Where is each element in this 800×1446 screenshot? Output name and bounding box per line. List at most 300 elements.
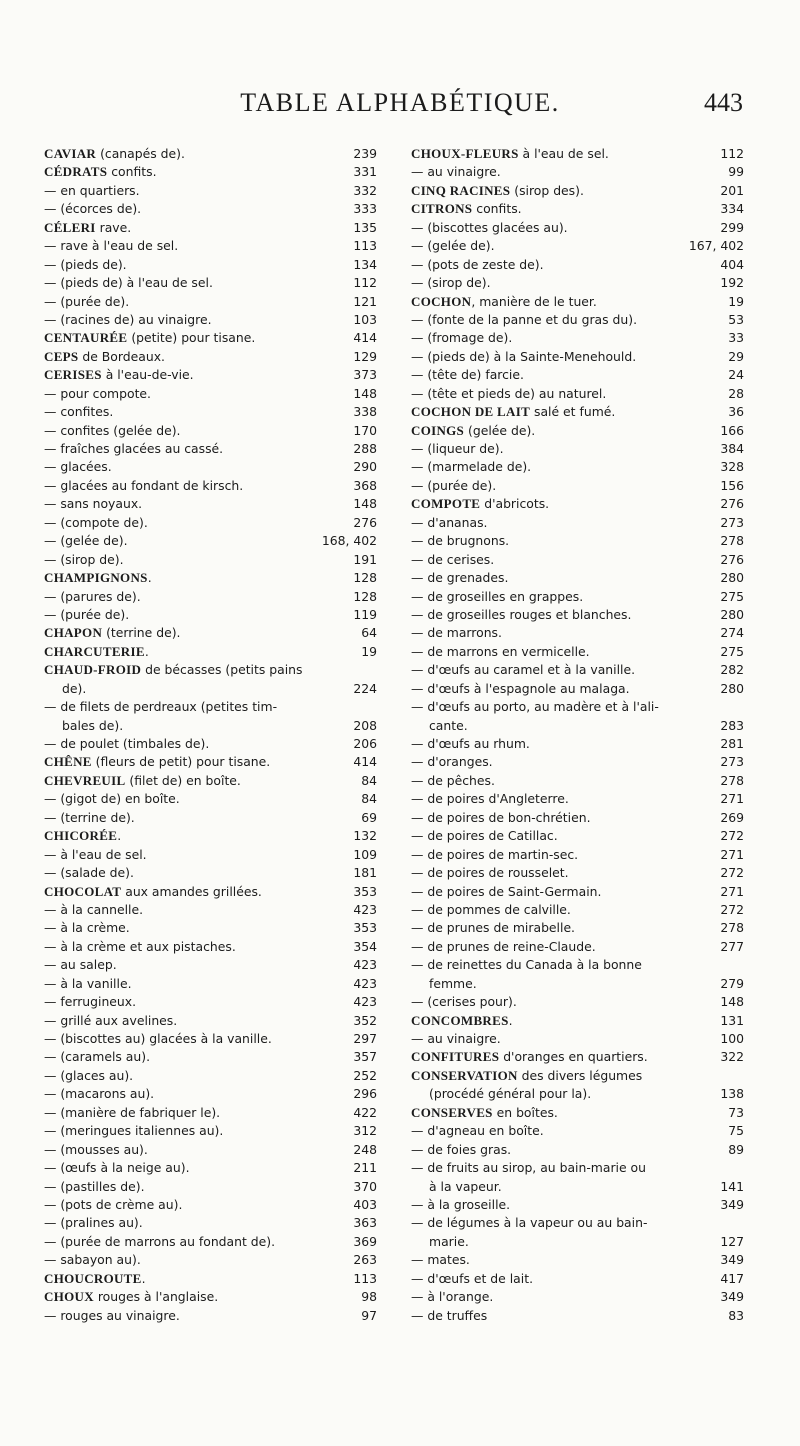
entry-page-number: 148	[353, 385, 377, 401]
entry-text: — à la groseille.	[411, 1196, 511, 1212]
index-entry	[411, 680, 744, 698]
index-entry	[411, 1251, 744, 1269]
entry-text: — (sirop de).	[411, 275, 491, 291]
entry-page-number: 211	[353, 1160, 377, 1176]
entry-page-number: 312	[353, 1123, 377, 1139]
index-entry	[411, 809, 744, 827]
entry-page-number: 252	[353, 1067, 377, 1083]
entry-text: — de poires de bon-chrétien.	[411, 809, 591, 825]
index-entry	[411, 145, 744, 163]
entry-page-number: 290	[353, 459, 377, 475]
index-entry	[44, 846, 377, 864]
entry-text: salé et fumé.	[530, 404, 616, 420]
index-entry	[44, 827, 377, 845]
entry-page-number: 297	[353, 1031, 377, 1046]
entry-text: — de poires de Catillac.	[411, 828, 558, 844]
entry-page-number: 423	[353, 994, 377, 1010]
index-entry	[411, 1030, 744, 1048]
entry-text: — (pieds de).	[44, 256, 127, 272]
index-entry	[411, 864, 744, 882]
entry-page-number	[738, 1214, 744, 1232]
entry-page-number: 89	[728, 1141, 744, 1157]
entry-text: — (pieds de) à la Sainte-Menehould.	[411, 348, 637, 364]
entry-text: de Bordeaux.	[78, 348, 165, 364]
entry-heading: CHICORÉE	[44, 828, 118, 844]
index-entry	[411, 348, 744, 366]
index-entry	[44, 145, 377, 163]
index-entry	[411, 1159, 744, 1177]
entry-text: — au salep.	[44, 957, 117, 973]
entry-heading: CENTAURÉE	[44, 330, 128, 346]
entry-text: — (pieds de) à l'eau de sel.	[44, 275, 213, 291]
entry-page-number: 280	[720, 606, 744, 622]
entry-text: — d'ananas.	[411, 514, 488, 530]
entry-text: — de prunes de reine-Claude.	[411, 938, 596, 954]
entry-text: — de pêches.	[411, 772, 495, 788]
index-entry	[411, 846, 744, 864]
index-entry	[44, 532, 377, 550]
index-entry	[44, 1085, 377, 1103]
entry-text: — ferrugineux.	[44, 994, 137, 1010]
entry-text: à l'eau-de-vie.	[101, 367, 194, 383]
entry-text: d'abricots.	[480, 496, 550, 512]
entry-page-number: 274	[720, 625, 744, 641]
index-entry	[411, 237, 744, 255]
entry-text: — de poires d'Angleterre.	[411, 791, 569, 807]
entry-text: — à la vanille.	[44, 975, 132, 991]
entry-page-number: 271	[720, 791, 744, 807]
index-entry	[411, 200, 744, 218]
entry-text: — confites.	[44, 404, 114, 420]
index-entry	[411, 1178, 744, 1196]
entry-page-number: 369	[353, 1233, 377, 1249]
entry-text: cante.	[429, 717, 468, 733]
index-entry	[44, 1122, 377, 1140]
entry-heading: COMPOTE	[411, 496, 481, 512]
index-entry	[411, 1288, 744, 1306]
index-entry	[411, 1233, 744, 1251]
index-entry	[44, 809, 377, 827]
entry-heading: CERISES	[44, 367, 102, 383]
index-entry	[411, 532, 744, 550]
entry-heading: CINQ RACINES	[411, 182, 511, 198]
index-entry	[44, 1141, 377, 1159]
entry-page-number: 373	[353, 367, 377, 383]
entry-text: — glacées.	[44, 459, 112, 475]
entry-text: en boîtes.	[492, 1104, 558, 1120]
entry-page-number: 132	[353, 828, 377, 844]
entry-page-number: 141	[720, 1178, 744, 1194]
index-entry	[44, 200, 377, 218]
index-entry	[411, 698, 744, 716]
index-entry	[411, 1085, 744, 1103]
index-entry	[411, 624, 744, 642]
entry-page-number: 148	[353, 496, 377, 512]
index-entry	[411, 661, 744, 679]
entry-page-number: 414	[353, 330, 377, 346]
entry-text: — (sirop de).	[44, 551, 124, 567]
entry-page-number: 275	[720, 643, 744, 659]
entry-page-number: 278	[720, 772, 744, 788]
index-column-left	[44, 145, 377, 1325]
entry-page-number: 113	[353, 238, 377, 254]
entry-page-number: 121	[353, 293, 377, 309]
entry-text: — sans noyaux.	[44, 496, 143, 512]
entry-text: — de brugnons.	[411, 533, 510, 549]
entry-page-number: 135	[353, 219, 377, 235]
entry-page-number: 269	[720, 809, 744, 825]
entry-page-number: 36	[728, 404, 744, 420]
entry-page-number: 273	[720, 514, 744, 530]
index-entry	[411, 1104, 744, 1122]
entry-text: — à l'orange.	[411, 1289, 494, 1305]
entry-text: .	[508, 1012, 513, 1028]
entry-page-number: 422	[353, 1104, 377, 1120]
entry-page-number: 349	[720, 1289, 744, 1305]
entry-text: (terrine de).	[102, 625, 181, 641]
index-entry	[44, 366, 377, 384]
entry-text: — (pastilles de).	[44, 1178, 145, 1194]
entry-heading: CHOUX-FLEURS	[411, 146, 519, 161]
entry-page-number: 299	[720, 219, 744, 235]
index-entry	[44, 1288, 377, 1306]
entry-page-number: 414	[353, 754, 377, 770]
index-entry	[44, 956, 377, 974]
index-entry	[411, 827, 744, 845]
entry-page-number: 353	[353, 920, 377, 936]
index-column-right	[411, 145, 744, 1325]
entry-text: — (salade de).	[44, 865, 134, 881]
entry-text: — de filets de perdreaux (petites tim-	[44, 699, 278, 715]
index-entry	[411, 256, 744, 274]
entry-text: — au vinaigre.	[411, 1031, 501, 1046]
entry-page-number: 423	[353, 901, 377, 917]
entry-text: — de reinettes du Canada à la bonne	[411, 957, 642, 973]
entry-page-number: 128	[353, 588, 377, 604]
entry-text: — de marrons en vermicelle.	[411, 643, 590, 659]
entry-text: — rouges au vinaigre.	[44, 1307, 180, 1323]
index-entry	[44, 624, 377, 642]
entry-page-number: 423	[353, 957, 377, 973]
entry-page-number: 97	[361, 1307, 377, 1323]
entry-text: .	[144, 643, 149, 659]
entry-text: , manière de le tuer.	[471, 293, 597, 309]
entry-heading: CÉDRATS	[44, 164, 108, 180]
index-entry	[44, 919, 377, 937]
entry-text: à l'eau de sel.	[518, 146, 609, 161]
entry-text: — (mousses au).	[44, 1141, 148, 1157]
entry-text: — de pommes de calville.	[411, 901, 571, 917]
entry-text: — (tête de) farcie.	[411, 367, 524, 383]
index-entry	[44, 864, 377, 882]
index-entry	[411, 883, 744, 901]
index-entry	[44, 385, 377, 403]
entry-heading: CHAPON	[44, 625, 103, 641]
entry-text: des divers légumes	[517, 1067, 643, 1083]
entry-page-number: 404	[720, 256, 744, 272]
entry-page-number: 99	[728, 164, 744, 180]
index-entry	[411, 182, 744, 200]
entry-heading: CONFITURES	[411, 1049, 500, 1065]
entry-text: — à l'eau de sel.	[44, 846, 147, 862]
entry-page-number: 64	[361, 625, 377, 641]
entry-text: — de grenades.	[411, 570, 509, 586]
entry-text: — de poulet (timbales de).	[44, 736, 210, 751]
entry-page-number: 271	[720, 883, 744, 899]
entry-page-number: 333	[353, 201, 377, 217]
entry-text: — de poires de martin-sec.	[411, 846, 579, 862]
entry-heading: CONSERVATION	[411, 1067, 518, 1083]
index-entry	[44, 735, 377, 753]
index-entry	[44, 219, 377, 237]
entry-text: bales de).	[62, 717, 124, 733]
entry-text: — sabayon au).	[44, 1252, 141, 1268]
entry-text: (canapés de).	[96, 146, 185, 161]
entry-text: — à la cannelle.	[44, 901, 144, 917]
entry-page-number: 84	[361, 772, 377, 788]
entry-text: — à la crème et aux pistaches.	[44, 938, 236, 954]
entry-page-number: 29	[728, 348, 744, 364]
entry-text: — (pots de zeste de).	[411, 256, 544, 272]
entry-text: — (gelée de).	[44, 533, 128, 549]
index-entry	[411, 366, 744, 384]
entry-text: — de poires de rousselet.	[411, 865, 569, 881]
index-entry	[411, 772, 744, 790]
entry-heading: CHÊNE	[44, 754, 92, 770]
entry-text: — (caramels au).	[44, 1049, 151, 1065]
entry-heading: COCHON DE LAIT	[411, 404, 531, 420]
index-entry	[411, 956, 744, 974]
entry-text: — confites (gelée de).	[44, 422, 181, 438]
index-entry	[44, 329, 377, 347]
index-entry	[411, 1214, 744, 1232]
entry-page-number: 113	[353, 1270, 377, 1286]
index-entry	[44, 403, 377, 421]
entry-page-number: 352	[353, 1012, 377, 1028]
entry-page-number: 349	[720, 1196, 744, 1212]
entry-page-number: 24	[728, 367, 744, 383]
entry-text: — de foies gras.	[411, 1141, 512, 1157]
entry-page-number: 272	[720, 901, 744, 917]
index-entry	[44, 1030, 377, 1048]
entry-page-number: 28	[728, 385, 744, 401]
entry-text: — (œufs à la neige au).	[44, 1160, 190, 1176]
index-entry	[44, 422, 377, 440]
entry-text: — grillé aux avelines.	[44, 1012, 178, 1028]
index-entry	[44, 883, 377, 901]
entry-text: — d'œufs et de lait.	[411, 1270, 534, 1286]
entry-text: d'oranges en quartiers.	[499, 1049, 648, 1065]
entry-page-number: 332	[353, 182, 377, 198]
index-entry	[411, 1067, 744, 1085]
entry-page-number	[738, 956, 744, 974]
entry-heading: CHEVREUIL	[44, 772, 126, 788]
entry-text: — (pralines au).	[44, 1215, 143, 1231]
entry-page-number: 280	[720, 680, 744, 696]
entry-text: — (purée de).	[411, 477, 497, 493]
entry-page-number: 109	[353, 846, 377, 862]
entry-heading: CAVIAR	[44, 146, 97, 161]
entry-text: .	[141, 1270, 146, 1286]
entry-page-number: 368	[353, 477, 377, 493]
index-entry	[44, 1104, 377, 1122]
index-entry	[44, 606, 377, 624]
index-entry	[44, 440, 377, 458]
index-entry	[411, 606, 744, 624]
entry-page-number: 278	[720, 920, 744, 936]
entry-page-number: 273	[720, 754, 744, 770]
entry-text: — (tête et pieds de) au naturel.	[411, 385, 607, 401]
entry-page-number: 53	[728, 311, 744, 327]
entry-page-number: 280	[720, 570, 744, 586]
entry-page-number: 206	[353, 736, 377, 751]
index-entry	[44, 993, 377, 1011]
index-entry	[44, 643, 377, 661]
index-entry	[44, 163, 377, 181]
entry-page-number: 201	[720, 182, 744, 198]
index-entry	[411, 901, 744, 919]
entry-heading: CITRONS	[411, 201, 473, 217]
entry-page-number: 224	[353, 680, 377, 696]
entry-page-number: 128	[353, 570, 377, 586]
index-entry	[411, 588, 744, 606]
index-entry	[411, 1012, 744, 1030]
index-entry	[44, 551, 377, 569]
index-entry	[411, 440, 744, 458]
entry-page-number: 276	[720, 496, 744, 512]
entry-text: — (marmelade de).	[411, 459, 532, 475]
entry-page-number: 282	[720, 662, 744, 678]
index-entry	[44, 717, 377, 735]
index-entry	[411, 477, 744, 495]
entry-text: — (pots de crème au).	[44, 1196, 183, 1212]
entry-text: — (fonte de la panne et du gras du).	[411, 311, 638, 327]
index-entry	[411, 293, 744, 311]
entry-page-number: 168, 402	[321, 533, 377, 549]
entry-text: — de groseilles en grappes.	[411, 588, 584, 604]
entry-page-number: 423	[353, 975, 377, 991]
entry-text: — de légumes à la vapeur ou au bain-	[411, 1215, 648, 1231]
index-entry	[411, 551, 744, 569]
entry-heading: CONCOMBRES	[411, 1012, 509, 1028]
index-entry	[44, 1196, 377, 1214]
entry-page-number: 283	[720, 717, 744, 733]
entry-page-number: 83	[728, 1307, 744, 1323]
entry-text: (filet de) en boîte.	[125, 772, 241, 788]
index-entry	[411, 385, 744, 403]
entry-text: — au vinaigre.	[411, 164, 501, 180]
entry-text: — (compote de).	[44, 514, 148, 530]
index-entry	[411, 274, 744, 292]
entry-text: (fleurs de petit) pour tisane.	[91, 754, 271, 770]
entry-page-number: 328	[720, 459, 744, 475]
entry-text: — de groseilles rouges et blanches.	[411, 606, 632, 622]
entry-page-number: 276	[720, 551, 744, 567]
index-entry	[44, 1048, 377, 1066]
entry-page-number: 192	[720, 275, 744, 291]
index-entry	[411, 1122, 744, 1140]
index-entry	[411, 219, 744, 237]
page-header	[0, 88, 800, 128]
index-entry	[411, 1307, 744, 1325]
entry-page-number: 331	[353, 164, 377, 180]
entry-heading: CONSERVES	[411, 1104, 493, 1120]
index-entry	[44, 1307, 377, 1325]
index-entry	[44, 1233, 377, 1251]
index-entry	[44, 680, 377, 698]
index-entry	[44, 588, 377, 606]
index-entry	[411, 1048, 744, 1066]
entry-text: — d'œufs au rhum.	[411, 736, 530, 751]
entry-page-number	[738, 1067, 744, 1085]
entry-text: — (parures de).	[44, 588, 141, 604]
entry-page-number: 281	[720, 736, 744, 751]
entry-heading: COINGS	[411, 422, 465, 438]
index-entry	[44, 495, 377, 513]
entry-text: confits.	[472, 201, 522, 217]
entry-page-number: 384	[720, 441, 744, 456]
index-entry	[44, 1067, 377, 1085]
entry-page-number: 69	[361, 809, 377, 825]
entry-page-number: 100	[720, 1031, 744, 1046]
entry-text: — rave à l'eau de sel.	[44, 238, 179, 254]
entry-page-number	[738, 1159, 744, 1177]
entry-text: de bécasses (petits pains	[141, 662, 303, 678]
entry-page-number: 275	[720, 588, 744, 604]
entry-text: — (manière de fabriquer le).	[44, 1104, 221, 1120]
entry-page-number: 129	[353, 348, 377, 364]
entry-page-number: 403	[353, 1196, 377, 1212]
entry-page-number: 112	[720, 146, 744, 161]
entry-page-number: 272	[720, 865, 744, 881]
entry-text: — de poires de Saint-Germain.	[411, 883, 602, 899]
entry-text: — (gigot de) en boîte.	[44, 791, 180, 807]
entry-text: — (biscottes au) glacées à la vanille.	[44, 1031, 272, 1046]
entry-text: — de fruits au sirop, au bain-marie ou	[411, 1160, 646, 1176]
index-entry	[411, 717, 744, 735]
entry-page-number: 170	[353, 422, 377, 438]
entry-heading: CHOUX	[44, 1289, 94, 1305]
index-entry	[44, 477, 377, 495]
entry-text: — à la crème.	[44, 920, 130, 936]
entry-text: marie.	[429, 1233, 469, 1249]
entry-heading: CHAMPIGNONS	[44, 570, 148, 586]
entry-page-number: 349	[720, 1252, 744, 1268]
index-entry	[411, 514, 744, 532]
entry-page-number: 279	[720, 975, 744, 991]
index-entry	[44, 753, 377, 771]
index-entry	[44, 458, 377, 476]
entry-heading: CHOUCROUTE	[44, 1270, 142, 1286]
index-entry	[44, 1012, 377, 1030]
entry-text: — fraîches glacées au cassé.	[44, 441, 224, 456]
index-entry	[411, 1270, 744, 1288]
entry-text: .	[117, 828, 122, 844]
entry-page-number: 84	[361, 791, 377, 807]
entry-text: — d'œufs à l'espagnole au malaga.	[411, 680, 630, 696]
entry-text: — (glaces au).	[44, 1067, 134, 1083]
index-entry	[411, 1141, 744, 1159]
index-entry	[44, 901, 377, 919]
index-entry	[411, 311, 744, 329]
entry-text: confits.	[107, 164, 157, 180]
entry-text: — (terrine de).	[44, 809, 135, 825]
index-entry	[411, 569, 744, 587]
entry-page-number: 138	[720, 1086, 744, 1102]
index-entry	[44, 790, 377, 808]
entry-text: — en quartiers.	[44, 182, 140, 198]
entry-page-number: 127	[720, 1233, 744, 1249]
